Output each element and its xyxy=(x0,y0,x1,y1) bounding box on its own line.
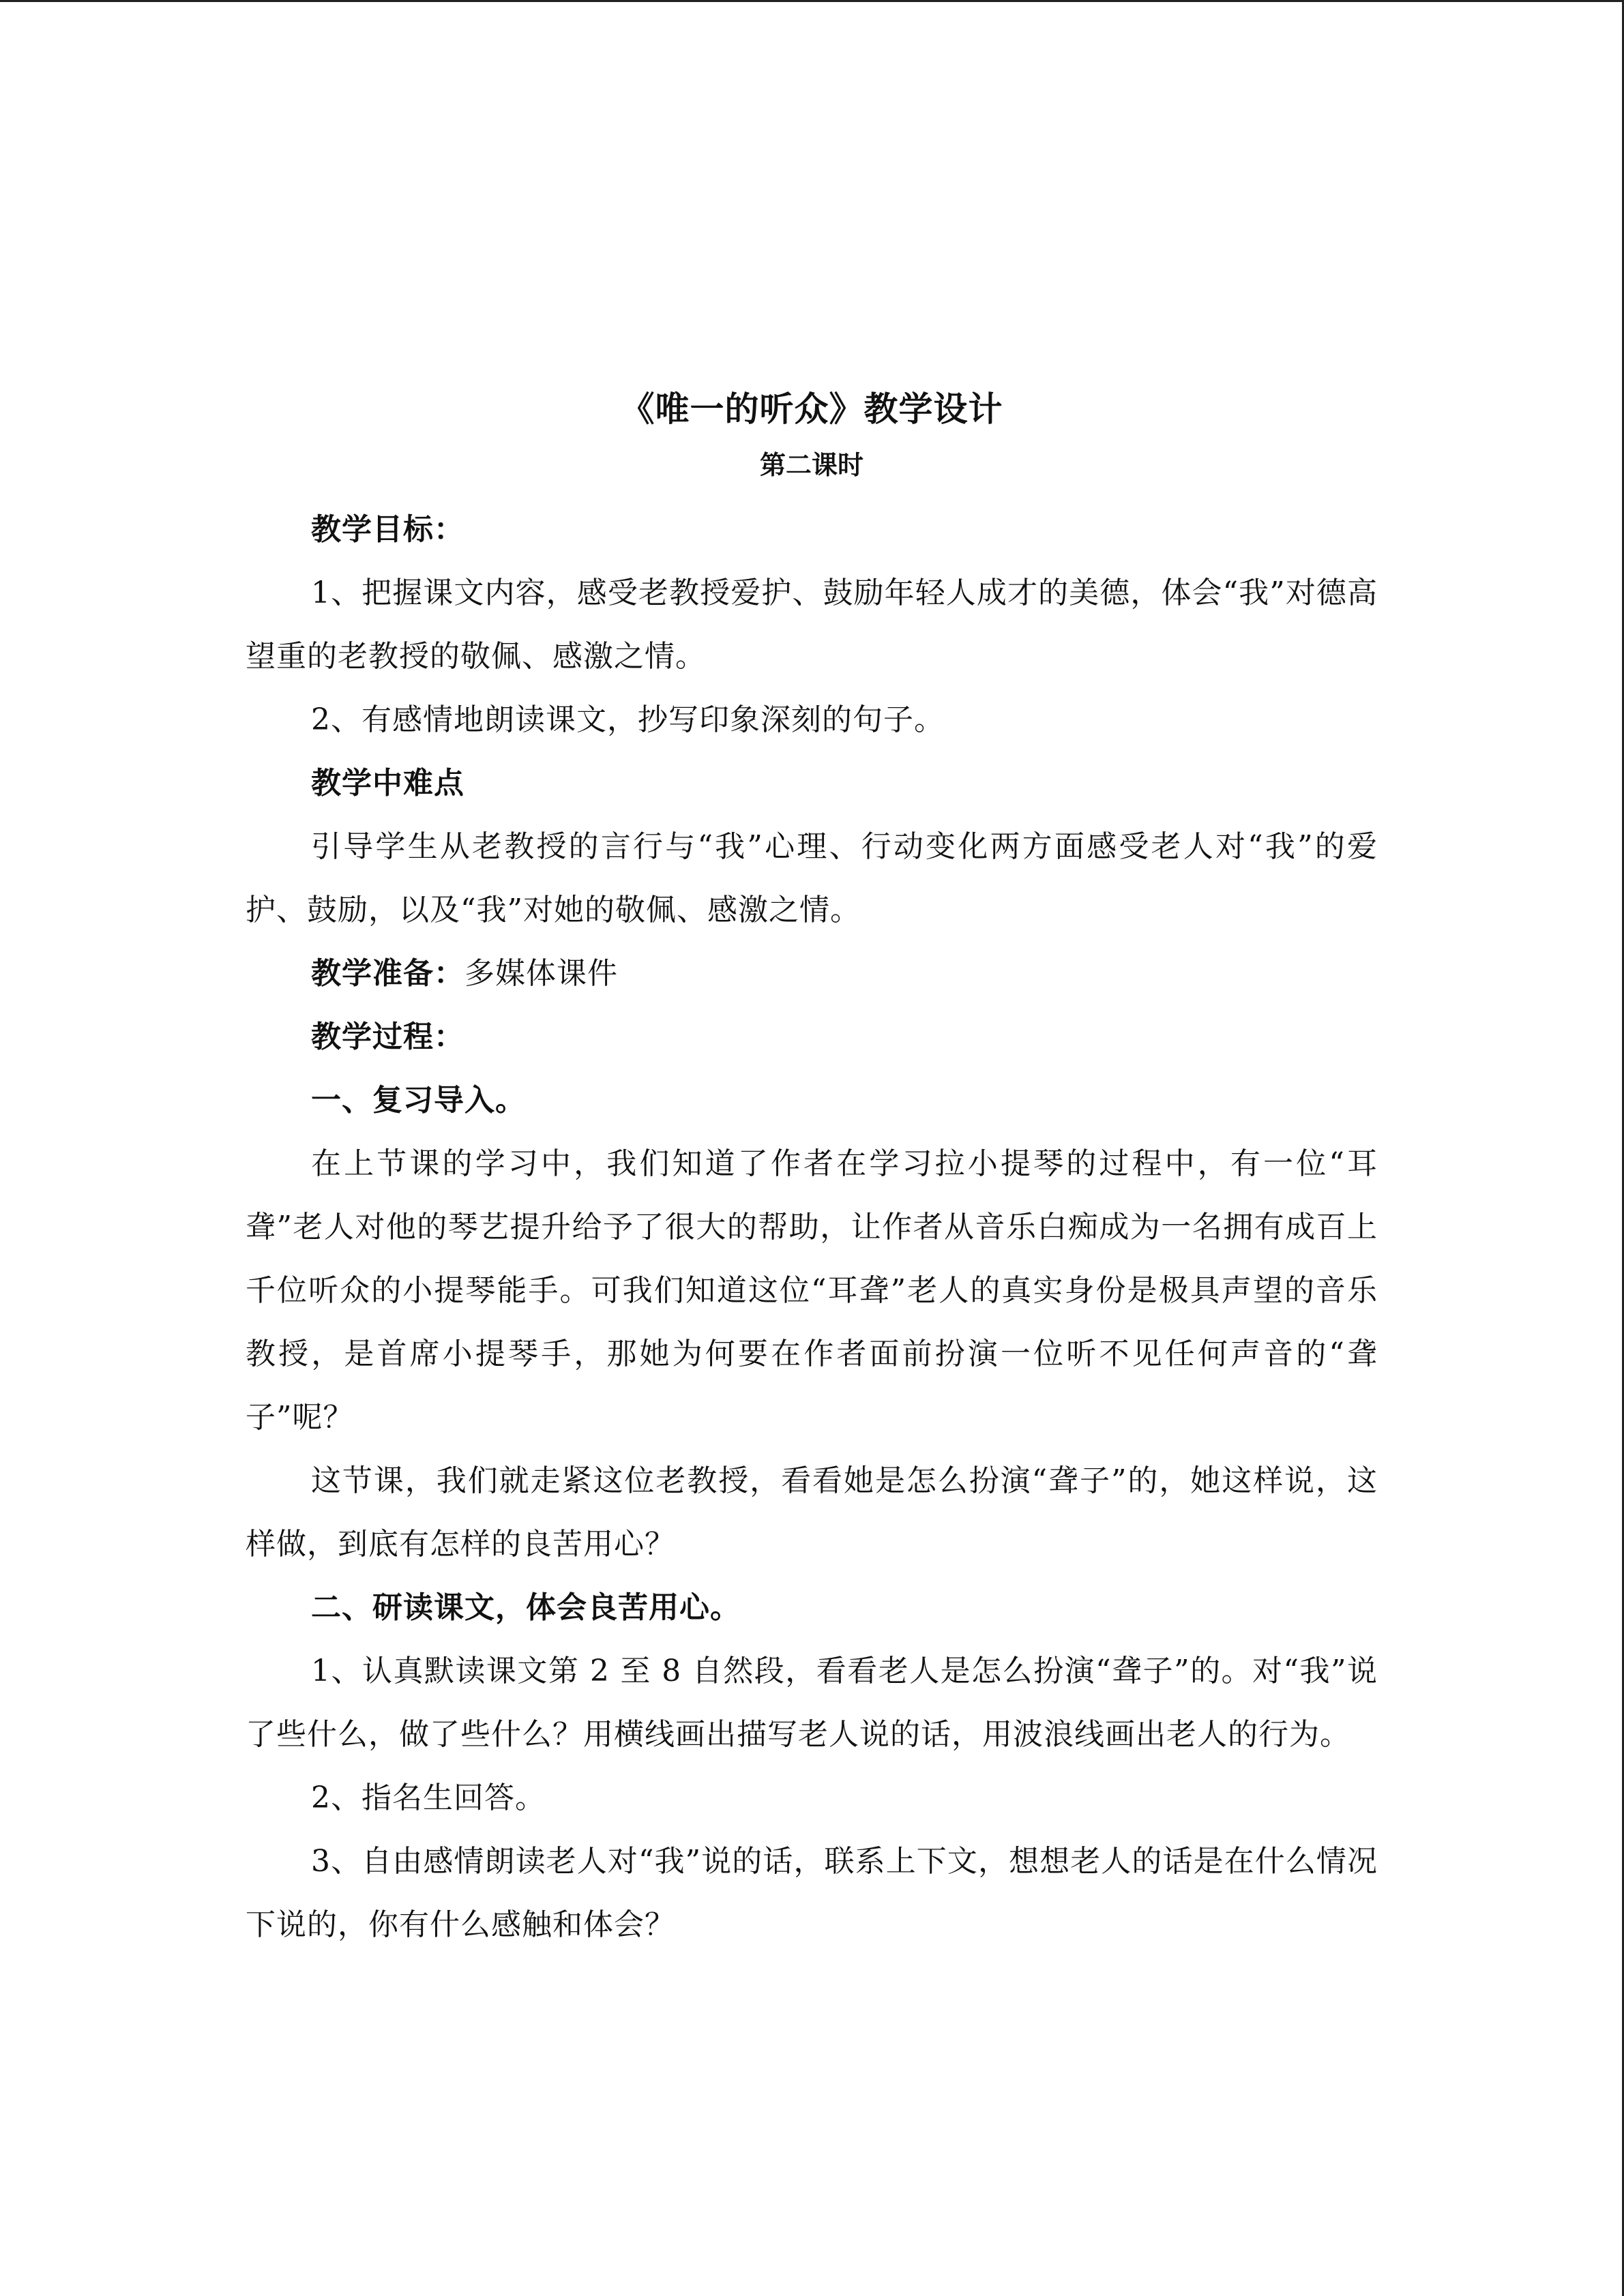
page-border-top xyxy=(0,0,1624,2)
preparation-line xyxy=(246,942,1378,1005)
section-2-item-2: 2、指名生回答。 xyxy=(311,1780,546,1815)
process-heading: 教学过程： xyxy=(311,1019,464,1054)
section-2-heading: 二、研读课文，体会良苦用心。 xyxy=(311,1590,741,1625)
document-title: 《唯一的听众》教学设计 xyxy=(620,389,1003,429)
section-1-paragraph-1: 在上节课的学习中，我们知道了作者在学习拉小提琴的过程中，有一位“耳聋”老人对他的琴艺提升给予了很大的帮助，让作者从音乐白痴成为一名拥有成百上千位听众的小提琴能手。可我们知道这位“耳聋”老人的真实身份是极具声望的音乐教授，是首席小提琴手，那她为何要在作者面前扮演一位听不见任何声音的“聋子”呢？ xyxy=(246,1146,1378,1435)
section-2-item-1: 1、认真默读课文第 2 至 8 自然段，看看老人是怎么扮演“聋子”的。对“我”说了些什么，做了些什么？用横线画出描写老人说的话，用波浪线画出老人的行为。 xyxy=(246,1654,1378,1752)
section-1-heading: 一、复习导入。 xyxy=(311,1083,526,1118)
difficulty-text: 引导学生从老教授的言行与“我”心理、行动变化两方面感受老人对“我”的爱护、鼓励，以及“我”对她的敬佩、感激之情。 xyxy=(246,829,1378,927)
difficulty-heading: 教学中难点 xyxy=(311,766,464,801)
preparation-value: 多媒体课件 xyxy=(464,956,618,991)
preparation-label: 教学准备： xyxy=(311,956,464,991)
goal-item-1: 1、把握课文内容，感受老教授爱护、鼓励年轻人成才的美德，体会“我”对德高望重的老教授的敬佩、感激之情。 xyxy=(246,576,1378,674)
document-body xyxy=(246,382,1378,1956)
section-2-item-3: 3、自由感情朗读老人对“我”说的话，联系上下文，想想老人的话是在什么情况下说的，你有什么感触和体会？ xyxy=(246,1844,1378,1942)
section-1-paragraph-2: 这节课，我们就走紧这位老教授，看看她是怎么扮演“聋子”的，她这样说，这样做，到底有怎样的良苦用心？ xyxy=(246,1463,1378,1562)
goals-heading: 教学目标： xyxy=(311,512,464,547)
document-subtitle: 第二课时 xyxy=(759,449,863,480)
goal-item-2: 2、有感情地朗读课文，抄写印象深刻的句子。 xyxy=(311,702,945,737)
